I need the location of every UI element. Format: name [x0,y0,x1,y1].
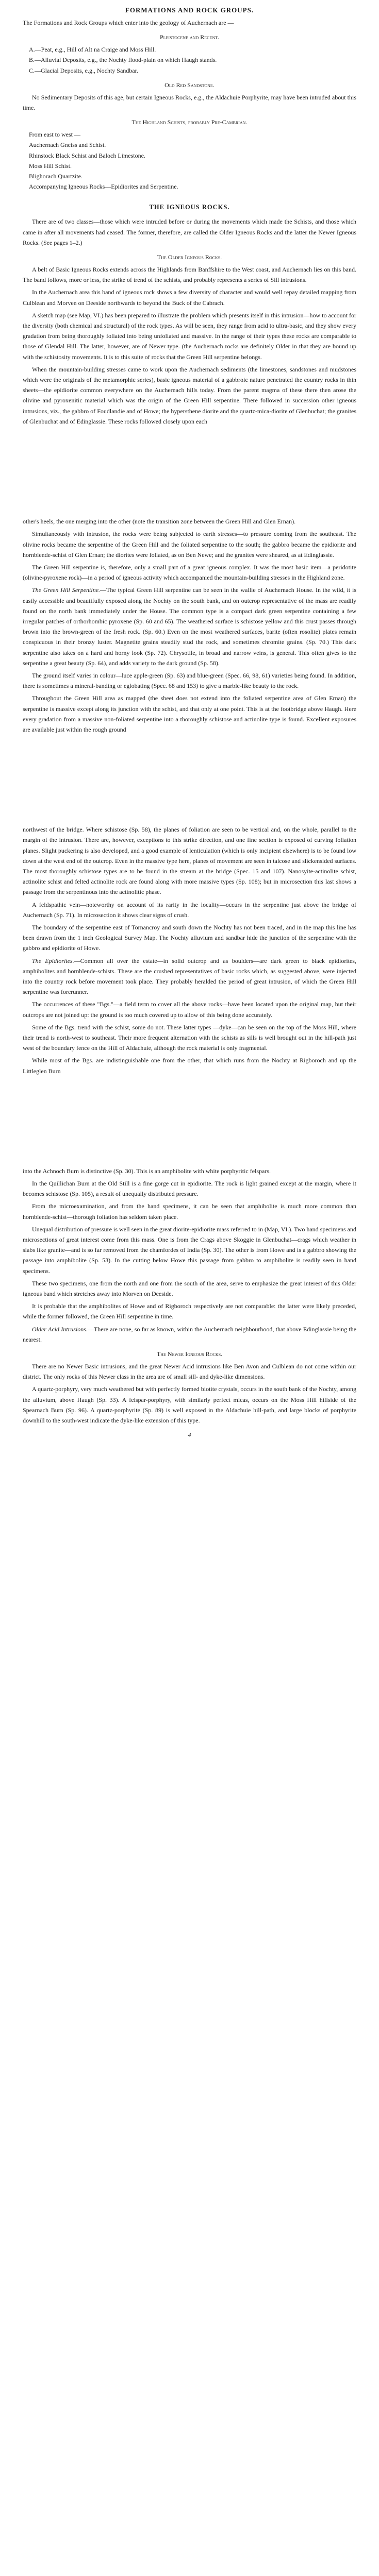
paragraph: Throughout the Green Hill area as mapped (the sheet does not extend into the foliated serpentine area of Glen Ernan) the serpentine is massive except along its junction with the schist, and that only at one point. This is at the footbridge above Haugh. Here every gradation from a massive non-foliated serpentine into a thoroughly schistose and actinolite type is found. Excellent exposures are available just within the rough ground [23,694,356,733]
older-igneous-heading: The Older Igneous Rocks. [157,253,222,261]
page-number: 4 [188,1431,191,1439]
page-gap [23,1078,356,1166]
paragraph-lead: The Green Hill Serpentine. [32,586,101,594]
paragraph: The Green Hill serpentine is, therefore, only a small part of a great igneous complex. It was the most basic item—a peridotite (olivine-pyroxene rock)—in a period of igneous activity which accompanied the mountain-building stresses in the Highland zone. [23,563,356,582]
list-item: Moss Hill Schist. [29,162,72,170]
paragraph: In the Auchernach area this band of igneous rock shows a few diversity of character and would well repay detailed mapping from Culblean and Morven on Deeside northwards to beyond the Buck of the Cabrach. [23,289,356,307]
newer-igneous-heading: The Newer Igneous Rocks. [156,1350,223,1358]
paragraph: Some of the Bgs. trend with the schist, some do not. These latter types —dyke—can be seen on the top of the Moss Hill, where their trend is north-west to southeast. Their more frequent alternation with the schists as sills is well brought out in the hill-path just west of the boundary fence on the Hill of Aldachuie, although the rock material is only fragmental. [23,1023,356,1052]
paragraph: While most of the Bgs. are indistinguishable one from the other, that which runs from the Nochty at Rigboroch and up the Littleglen Burn [23,1057,356,1075]
paragraph: A quartz-porphyry, very much weathered but with perfectly formed biotite crystals, occurs in the south bank of the Nochty, among the alluvium, above Haugh (Sp. 33). A felspar-porphyry, with similarly perfect micas, occurs on the Moss Hill hillside of the Spearnach Burn (Sp. 96). A quartz-porphyrite (Sp. 89) is well exposed in the Aldachuie hill-path, and large blocks of porphyrite downhill to the south-west indicate the dyke-like extension of this type. [23,1385,356,1425]
old-red-paragraph: No Sedimentary Deposits of this age, but certain Igneous Rocks, e.g., the Aldachuie Porphyrite, may have been intruded about this time. [23,93,356,112]
paragraph: The boundary of the serpentine east of Tornancroy and south down the Nochty has not been traced, and in the map this line has been drawn from the 1 inch Geological Survey Map. The Nochty alluvium and sandbar hide the junction of the serpentine with the gabbro and epidiorite of Howe. [23,923,356,952]
list-intro: From east to west — [29,131,80,139]
igneous-heading: THE IGNEOUS ROCKS. [149,204,230,211]
pleistocene-heading: Pleistocene and Recent. [159,33,220,41]
paragraph: There are of two classes—those which were intruded before or during the movements which made the Schists, and those which came in after all movements had ceased. The former, therefore, are called the Older Igneous Rocks and the latter the Newer Igneous Rocks. (See pages 1–2.) [23,218,356,246]
paragraph: The ground itself varies in colour—luce apple-green (Sp. 63) and blue-green (Spec. 66, 98, 61) varieties being found. In addition, there is sometimes a mineral-banding or eglobating (Spec. 68 and 153) to give a marble-like beauty to the rock. [23,671,356,690]
page-gap [23,429,356,516]
paragraph: A feldspathic vein—noteworthy on account of its rarity in the locality—occurs in the serpentine just above the bridge of Auchernach (Sp. 71). In microsection it shows clear signs of crush. [23,901,356,919]
paragraph: A sketch map (see Map, VI.) has been prepared to illustrate the problem which presents itself in this intrusion—how to account for the diversity (both chemical and structural) of the rock types. As will be seen, they range from acid to ultra-basic, and they show every gradation from being thoroughly foliated into being unfoliated and massive. In the range of their types these rocks are comparable to those of Glendal Hill. The latter, however, are of Newer type. (the Auchernach rocks are definitely Older in that they are bound up with the schistosity movements. It is to this suite of rocks that the Green Hill serpentine belongs. [23,311,356,361]
paragraph: Unequal distribution of pressure is well seen in the great diorite-epidiorite mass referred to in (Map, VI.). Two hand specimens and microsections of great interest come from this mass. One is from the Crags above Skoggie in Glenbuchat—crags which weather in slabs like granite—and is so far removed from the chamfordes of India (Sp. 30). The other is from Howe and is a gabbro showing the passage into amphibolite (Sp. 53). In the cutting below Howe this passage from gabbro to amphibolite is readily seen in hand specimens. [23,1225,356,1275]
paragraph: There are no Newer Basic intrusions, and the great Newer Acid intrusions like Ben Avon and Culblean do not come within our district. The only rocks of this Newer class in the area are of small sill- and dyke-like dimensions. [23,1363,356,1381]
old-red-heading: Old Red Sandstone. [164,81,215,89]
highland-list [23,129,356,192]
list-item: Accompanying Igneous Rocks—Epidiorites and Serpentine. [29,183,178,191]
paragraph [23,585,356,668]
paragraph-body: —The typical Green Hill serpentine can be seen in the wallie of Auchernach House. In the wild, it is easily accessible and beautifully exposed along the Nochty on the south bank, and on outcrop representative of the mass are readily found on the north bank immediately under the House. The common type is a compact dark green serpentine containing a few irregular patches of orthorhombic pyroxene (Sp. 60 and 65). The weathered surface is schistose yellow and this crust passes through brown into the brown-green of the fresh rock. (Sp. 60.) Even on the most weathered surfaces, barite (often rosolite) plates remain conspicuous in their bronzy luster. Magnetite grains steadily stud the rock, and sometimes chromite grains. (Sp. 70.) This dark serpentine also takes on a hard and horny look (Sp. 72). Chrysotile, in broad and narrow veins, is general. This often gives to the serpentine a great beauty (Sp. 64), and adds variety to the dark ground (Sp. 58). [23,586,356,667]
page-title: FORMATIONS AND ROCK GROUPS. [125,6,254,14]
pleistocene-list [23,44,356,76]
paragraph: Simultaneously with intrusion, the rocks were being subjected to earth stresses—to pressure coming from the southeast. The olivine rocks became the serpentine of the Green Hill and the foliated serpentine to the south; the gabbro became the epidiorite and hornblende-schist of Glen Ernan; the diorites were foliated, as on Ben Newe; and the granites were sheared, as at Edinglassie. [23,530,356,558]
paragraph-body: —There are none, so far as known, within the Auchernach neighbourhood, that above Edinglassie being the nearest. [23,1325,356,1343]
paragraph-body: —Common all over the estate—in solid outcrop and as boulders—are dark green to black epidiorites, amphibolites and hornblende-schists. These are the crushed representatives of basic rocks which, as suggested above, were injected into the country rock before movement took place. They probably heralded the period of great intrusion, of which the Green Hill serpentine was forerunner. [23,957,356,996]
paragraph: It is probable that the amphibolites of Howe and of Rigboroch respectively are not comparable: the latter were likely preceded, while the former followed, the Green Hill serpentine in time. [23,1302,356,1320]
paragraph: northwest of the bridge. Where schistose (Sp. 58), the planes of foliation are seen to be vertical and, on the whole, parallel to the margin of the intrusion. There are, however, exceptions to this strike direction, and one fine section is exposed of curving foliation planes. Slight puckering is also developed, and a good example of lenticulation (which is only incipient elsewhere) is to be found low down at the west end of the outcrop. Even in the massive type here, planes of movement are seen in talcose and slickensided surfaces. The most thoroughly schistose types are to be found in the stream at the bridge (Spec. 15 and 107). Nanosyite-actinolite schist, actinolite schist and felted actinolite rock are found along with more massive types (Sp. 108); but in microsection this last shows a passage from the serpentinous into the actinolitic phase. [23,826,356,896]
paragraph [23,1324,356,1345]
paragraph: into the Achnoch Burn is distinctive (Sp. 30). This is an amphibolite with white porphyritic felspars. [23,1167,271,1175]
page-gap [23,737,356,824]
paragraph: The occurrences of these "Bgs."—a field term to cover all the above rocks—have been located upon the original map, but their outcrops are not joined up: the ground is too much covered up to allow of this being done accurately. [23,1001,356,1019]
paragraph: These two specimens, one from the north and one from the south of the area, serve to emphasize the great interest of this Older igneous band which stretches away into Morven on Deeside. [23,1279,356,1298]
paragraph [23,956,356,997]
paragraph: A belt of Basic Igneous Rocks extends across the Highlands from Banffshire to the West coast, and Auchernach lies on this band. The band follows, more or less, the strike of trend of the schists, and probably represents a series of Sill intrusions. [23,266,356,284]
paragraph: In the Quillichan Burn at the Old Still is a fine gorge cut in epidiorite. The rock is light grained except at the margin, where it becomes schistose (Sp. 105), a result of unequally distributed pressure. [23,1180,356,1198]
paragraph: When the mountain-building stresses came to work upon the Auchernach sediments (the limestones, sandstones and mudstones which were the originals of the metamorphic series), basic igneous material of a gabbroic nature penetrated the country rocks in thin sheets—the epidiorite common everywhere on the Auchernach hills today. From the parent magma of these there then arose the olivine and pyroxenitic material which was the origin of the Green Hill serpentine. There followed in succession other igneous intrusions, viz., the gabbro of Foudlandie and of Howe; the hypersthene diorite and the quartz-mica-diorite of Glenbuchat; the granites of Glenbuchat and of Edinglassie. These rocks followed closely upon each [23,365,356,425]
list-item: B.—Alluvial Deposits, e.g., the Nochty flood-plain on which Haugh stands. [29,56,217,64]
intro-paragraph: The Formations and Rock Groups which enter into the geology of Auchernach are — [23,19,234,26]
paragraph: From the microexamination, and from the hand specimens, it can be seen that amphibolite is much more common than hornblende-schist—thorough foliation has seldom taken place. [23,1202,356,1221]
paragraph: other's heels, the one merging into the other (note the transition zone between the Green Hill and Glen Ernan). [23,518,296,526]
list-item: A.—Peat, e.g., Hill of Alt na Craige and Moss Hill. [29,46,156,54]
list-item: Rhinstock Black Schist and Baloch Limestone. [29,151,145,159]
paragraph-lead: Older Acid Intrusions. [32,1325,88,1333]
list-item: Blighorach Quartzite. [29,173,83,180]
highland-heading: The Highland Schists, probably Pre-Cambrian. [131,118,248,126]
list-item: Auchernach Gneiss and Schist. [29,141,106,149]
list-item: C.—Glacial Deposits, e.g., Nochty Sandbar. [29,66,138,74]
paragraph-lead: The Epidiorites. [32,957,74,964]
